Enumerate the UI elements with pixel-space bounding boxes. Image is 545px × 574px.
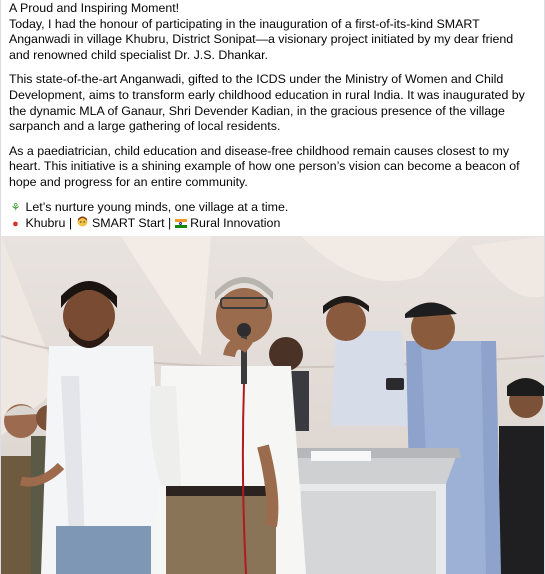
post-paragraph-2: This state-of-the-art Anganwadi, gifted to the ICDS under the Ministry of Women and Child Development, aims to transform early childhood education in rural India. It was inaugurated by the dynamic MLA of Ganaur, Shri Devender Kadian, in the gracious presence of the village sarpanch and a large gathering of local residents.	[9, 72, 525, 134]
closing-line	[9, 200, 536, 217]
post-paragraph-1: Today, I had the honour of participating in the inauguration of a first-of-its-kind SMART Anganwadi in village Khubru, District Sonipat—a visionary project initiated by my dear friend and renowned child specialist Dr. J.S. Dhankar.	[9, 16, 514, 62]
india-flag-icon	[175, 219, 187, 228]
tag-smart-start[interactable]: SMART Start	[92, 216, 165, 231]
tag-separator: |	[68, 216, 73, 231]
seedling-icon: ⚘	[10, 201, 21, 214]
closing-line-text: Let’s nurture young minds, one village at a time.	[25, 199, 289, 214]
post-heading: A Proud and Inspiring Moment!	[9, 1, 180, 15]
post-paragraph-3: As a paediatrician, child education and disease-free childhood remain causes closest to my heart. This initiative is a shining example of how one person’s vision can become a beacon of hope and progress for an entire community.	[9, 143, 520, 189]
post-photo[interactable]	[1, 236, 544, 574]
hashtag-line	[9, 216, 536, 233]
round-pushpin-icon: ●	[12, 218, 19, 231]
tag-khubru[interactable]: Khubru	[25, 216, 66, 231]
post-body	[1, 0, 544, 233]
inauguration-photo	[1, 236, 544, 574]
tag-rural-innovation[interactable]: Rural Innovation	[190, 216, 281, 231]
tag-separator: |	[167, 216, 172, 231]
child-emoji-icon	[76, 216, 89, 233]
